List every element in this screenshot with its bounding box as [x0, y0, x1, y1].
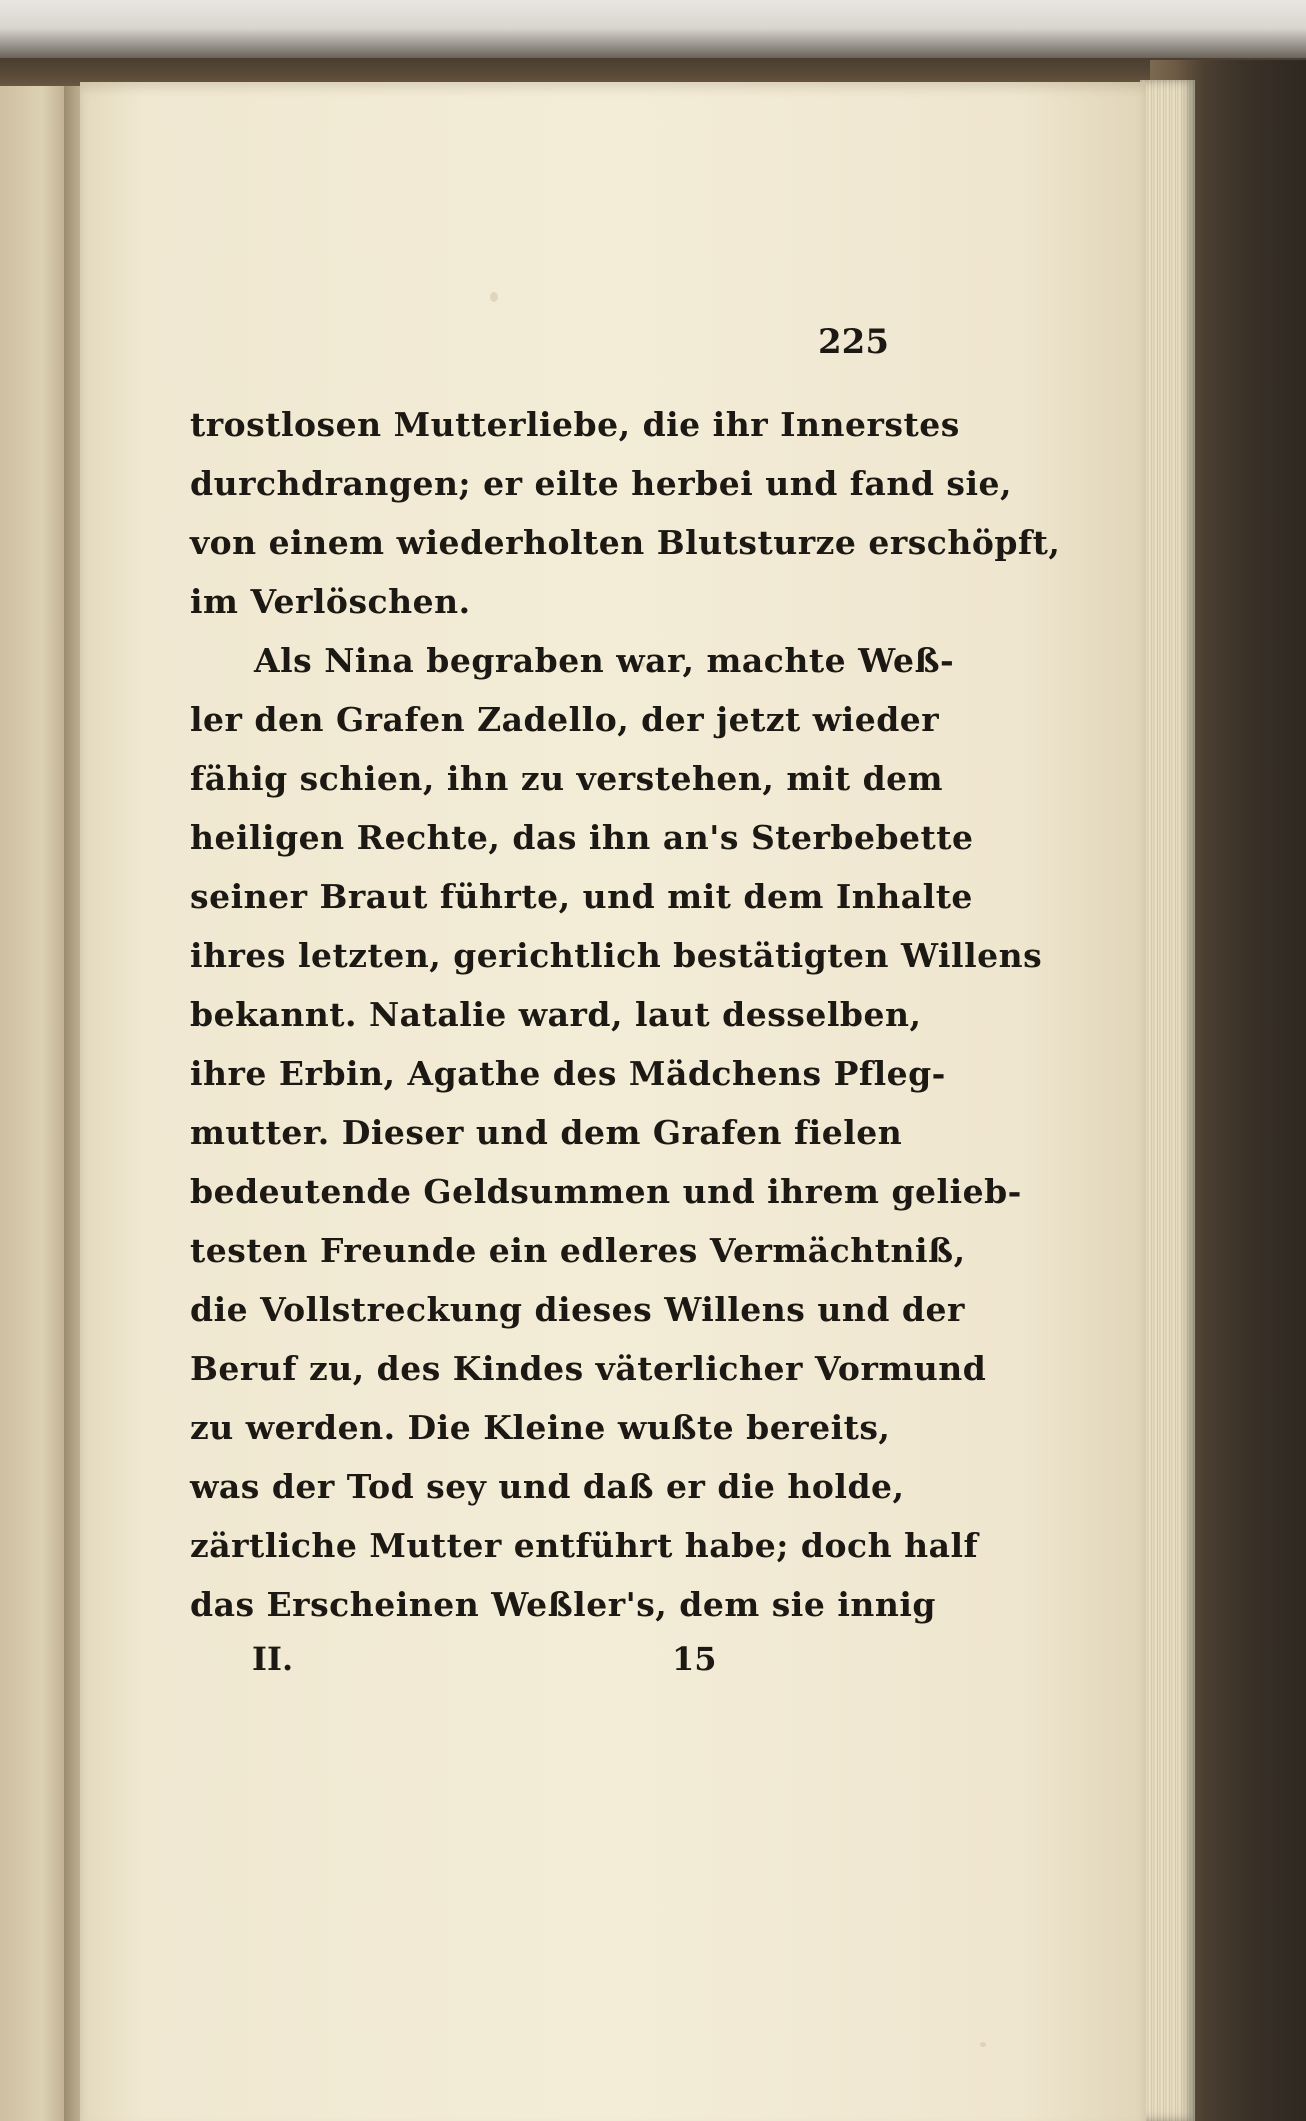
text-line: zärtliche Mutter entführt habe; doch half	[190, 1526, 979, 1565]
signature-mark: II.	[252, 1640, 294, 1678]
signature-number: 15	[672, 1640, 717, 1678]
text-line: heiligen Rechte, das ihn an's Sterbebette	[190, 818, 974, 857]
text-line: die Vollstreckung dieses Willens und der	[190, 1290, 965, 1329]
text-line: testen Freunde ein edleres Vermächtniß,	[190, 1231, 966, 1270]
body-text	[190, 395, 1061, 1634]
text-line: was der Tod sey und daß er die holde,	[190, 1467, 905, 1506]
left-facing-page	[0, 86, 70, 2121]
text-line: bekannt. Natalie ward, laut desselben,	[190, 995, 922, 1034]
text-line: das Erscheinen Weßler's, dem sie innig	[190, 1585, 936, 1624]
text-line: bedeutende Geldsummen und ihrem gelieb-	[190, 1172, 1022, 1211]
text-line: von einem wiederholten Blutsturze erschöpft,	[190, 523, 1061, 562]
text-line: seiner Braut führte, und mit dem Inhalte	[190, 877, 973, 916]
page-number: 225	[818, 322, 889, 362]
text-line: zu werden. Die Kleine wußte bereits,	[190, 1408, 891, 1447]
paper-spot	[490, 292, 498, 302]
text-line: durchdrangen; er eilte herbei und fand sie,	[190, 464, 1013, 503]
text-line: ihre Erbin, Agathe des Mädchens Pfleg-	[190, 1054, 946, 1093]
text-line: trostlosen Mutterliebe, die ihr Innerstes	[190, 405, 960, 444]
text-line: Als Nina begraben war, machte Weß-	[254, 641, 955, 680]
text-line: ler den Grafen Zadello, der jetzt wieder	[190, 700, 940, 739]
text-line: fähig schien, ihn zu verstehen, mit dem	[190, 759, 944, 798]
text-line: ihres letzten, gerichtlich bestätigten Willens	[190, 936, 1043, 975]
page-edges	[1140, 80, 1195, 2121]
text-line: Beruf zu, des Kindes väterlicher Vormund	[190, 1349, 987, 1388]
text-line: im Verlöschen.	[190, 582, 471, 621]
paper-spot	[980, 2042, 986, 2047]
text-line: mutter. Dieser und dem Grafen fielen	[190, 1113, 903, 1152]
